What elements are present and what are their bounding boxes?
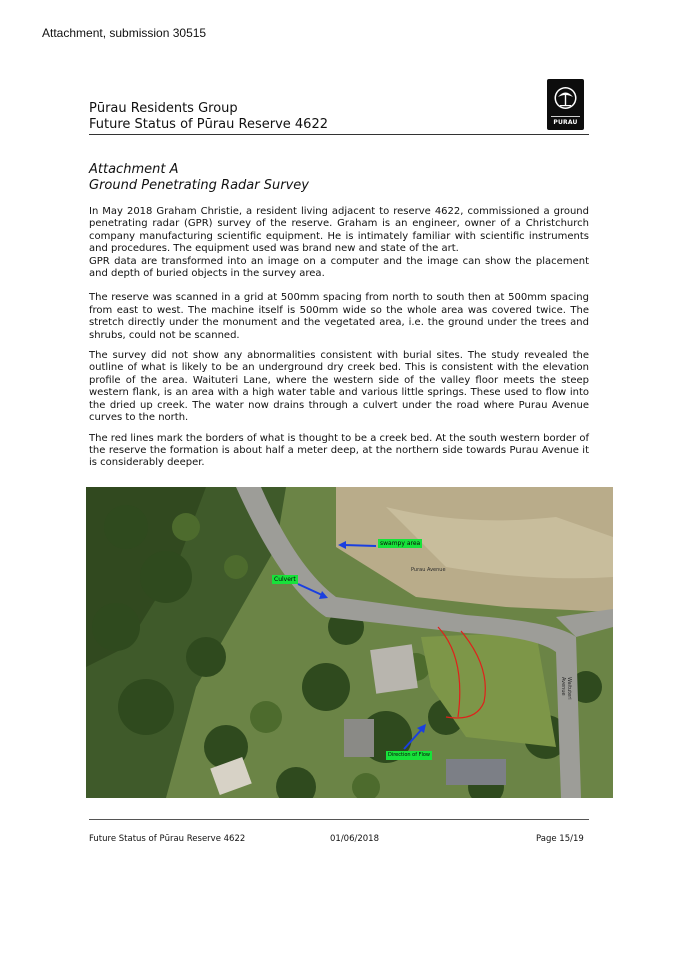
culvert-label: Culvert (274, 576, 296, 583)
body-text (89, 206, 589, 470)
document-header (89, 101, 589, 133)
header-organisation: Pūrau Residents Group (89, 101, 238, 116)
paragraph: The reserve was scanned in a grid at 500mm spacing from north to south then at 500mm spacing from east to west. The machine itself is 500mm wide so the whole area was covered twice. The stretch directly under the monument and the vegetated area, i.e. the ground under the trees and shrubs, could not be scanned. (89, 292, 589, 341)
aerial-photo (86, 487, 613, 798)
paragraph: GPR data are transformed into an image on a computer and the image can show the placement and depth of buried objects in the survey area. (89, 255, 589, 280)
attachment-note: Attachment, submission 30515 (42, 26, 207, 40)
road-label-avenue: Purau Avenue (411, 567, 446, 573)
logo-wordmark: PURAU (553, 119, 578, 126)
attachment-title: Ground Penetrating Radar Survey (89, 178, 309, 193)
footer-date: 01/06/2018 (330, 834, 379, 844)
swampy-area-label: swampy area (380, 540, 421, 547)
aerial-photo-image (86, 487, 613, 798)
flow-direction-label: Direction of Flow (388, 752, 430, 758)
paragraph: The red lines mark the borders of what is thought to be a creek bed. At the south western border of the reserve the formation is about half a meter deep, at the northern side towards Purau Avenue it is considerably deeper. (89, 432, 589, 469)
header-divider (89, 134, 589, 135)
footer-left: Future Status of Pūrau Reserve 4622 (89, 834, 246, 844)
paragraph: In May 2018 Graham Christie, a resident living adjacent to reserve 4622, commissioned a ground penetrating radar (GPR) survey of the reserve. Graham is an engineer, owner of a Christchurch company manufacturing scientific equipment. He is intimately familiar with scientific instruments and procedures. The equipment used was brand new and state of the art. (89, 206, 589, 255)
header-document-title: Future Status of Pūrau Reserve 4622 (89, 117, 328, 132)
attachment-heading (89, 162, 589, 194)
road-label-side: Waituteri Avenue (560, 677, 572, 700)
paragraph: The survey did not show any abnormalities consistent with burial sites. The study revealed the outline of what is likely to be an underground dry creek bed. This is consistent with the elevation profile of the area. Waituteri Lane, where the western side of the valley floor meets the steep western flank, is an area with a high water table and various little springs. These used to flow into the dried up creek. The water now drains through a culvert under the road where Purau Avenue curves to the north. (89, 350, 589, 424)
footer-page-number: Page 15/19 (536, 834, 584, 844)
footer-divider (89, 819, 589, 820)
attachment-label: Attachment A (89, 162, 179, 177)
purau-logo (547, 79, 584, 130)
